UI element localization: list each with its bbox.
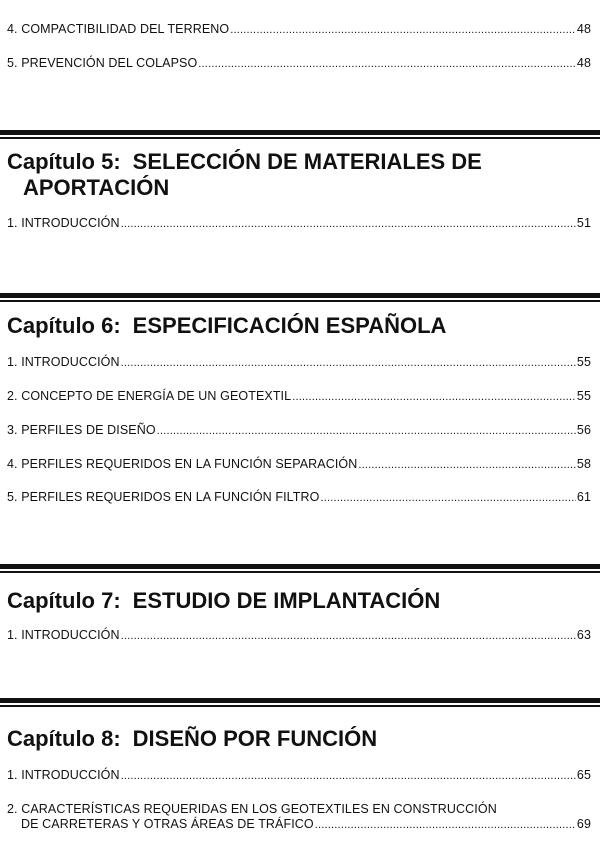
toc-entry-page: 61 (576, 490, 591, 504)
toc-entry-page: 48 (576, 56, 591, 70)
toc-entry[interactable] (7, 457, 591, 473)
chapter-heading-6 (7, 313, 592, 339)
chapter-divider (0, 130, 600, 135)
chapter-number: Capítulo 6: (7, 313, 121, 338)
toc-entry-page: 51 (576, 216, 591, 230)
toc-entry-page: 69 (576, 817, 591, 831)
chapter-title: ESTUDIO DE IMPLANTACIÓN (132, 588, 441, 613)
toc-entry-title: 5. PERFILES REQUERIDOS EN LA FUNCIÓN FILTRO (7, 490, 320, 504)
dot-leader (315, 818, 576, 833)
toc-entry-title: 5. PREVENCIÓN DEL COLAPSO (7, 56, 198, 70)
toc-entry-title: 1. INTRODUCCIÓN (7, 216, 120, 230)
chapter-title: DISEÑO POR FUNCIÓN (132, 726, 378, 751)
toc-entry-page: 65 (576, 768, 591, 782)
toc-entry[interactable] (7, 768, 591, 784)
toc-entry-page: 55 (576, 389, 591, 403)
toc-entry[interactable] (7, 423, 591, 439)
toc-entry-page: 58 (576, 457, 591, 471)
dot-leader (230, 23, 576, 38)
dot-leader (198, 57, 576, 72)
chapter-title: ESPECIFICACIÓN ESPAÑOLA (132, 313, 447, 338)
toc-entry[interactable] (7, 355, 591, 371)
chapter-number: Capítulo 8: (7, 726, 121, 751)
dot-leader (292, 390, 576, 405)
toc-entry-title-line1: 2. CARACTERÍSTICAS REQUERIDAS EN LOS GEOTEXTILES EN CONSTRUCCIÓN (7, 802, 497, 816)
dot-leader (121, 217, 576, 232)
toc-entry-title: 3. PERFILES DE DISEÑO (7, 423, 156, 437)
toc-entry-page: 56 (576, 423, 591, 437)
chapter-divider (0, 564, 600, 569)
toc-entry-title: 1. INTRODUCCIÓN (7, 628, 120, 642)
dot-leader (121, 769, 576, 784)
chapter-number: Capítulo 5: (7, 149, 121, 174)
toc-entry-title: 1. INTRODUCCIÓN (7, 768, 120, 782)
chapter-title-line1: SELECCIÓN DE MATERIALES DE (132, 149, 482, 174)
toc-entry-page: 55 (576, 355, 591, 369)
toc-entry[interactable] (7, 389, 591, 405)
toc-entry-title: 4. COMPACTIBILIDAD DEL TERRENO (7, 22, 230, 36)
dot-leader (320, 491, 575, 506)
dot-leader (121, 356, 576, 371)
dot-leader (121, 629, 576, 644)
chapter-number: Capítulo 7: (7, 588, 121, 613)
toc-entry-title: 2. CONCEPTO DE ENERGÍA DE UN GEOTEXTIL (7, 389, 292, 403)
toc-entry[interactable] (7, 56, 591, 72)
toc-entry[interactable] (7, 802, 591, 833)
chapter-divider (0, 698, 600, 703)
chapter-heading-5 (7, 149, 592, 201)
toc-entry[interactable] (7, 490, 591, 506)
toc-entry[interactable] (7, 22, 591, 38)
chapter-divider (0, 293, 600, 298)
dot-leader (358, 458, 576, 473)
chapter-heading-7 (7, 588, 592, 614)
toc-entry-page: 63 (576, 628, 591, 642)
toc-entry[interactable] (7, 216, 591, 232)
toc-entry-title: 1. INTRODUCCIÓN (7, 355, 120, 369)
dot-leader (157, 424, 576, 439)
chapter-title-line2: APORTACIÓN (23, 175, 170, 200)
toc-entry[interactable] (7, 628, 591, 644)
toc-entry-page: 48 (576, 22, 591, 36)
toc-entry-title: 4. PERFILES REQUERIDOS EN LA FUNCIÓN SEPARACIÓN (7, 457, 358, 471)
toc-entry-title-line2: DE CARRETERAS Y OTRAS ÁREAS DE TRÁFICO (21, 817, 314, 831)
chapter-heading-8 (7, 726, 592, 752)
